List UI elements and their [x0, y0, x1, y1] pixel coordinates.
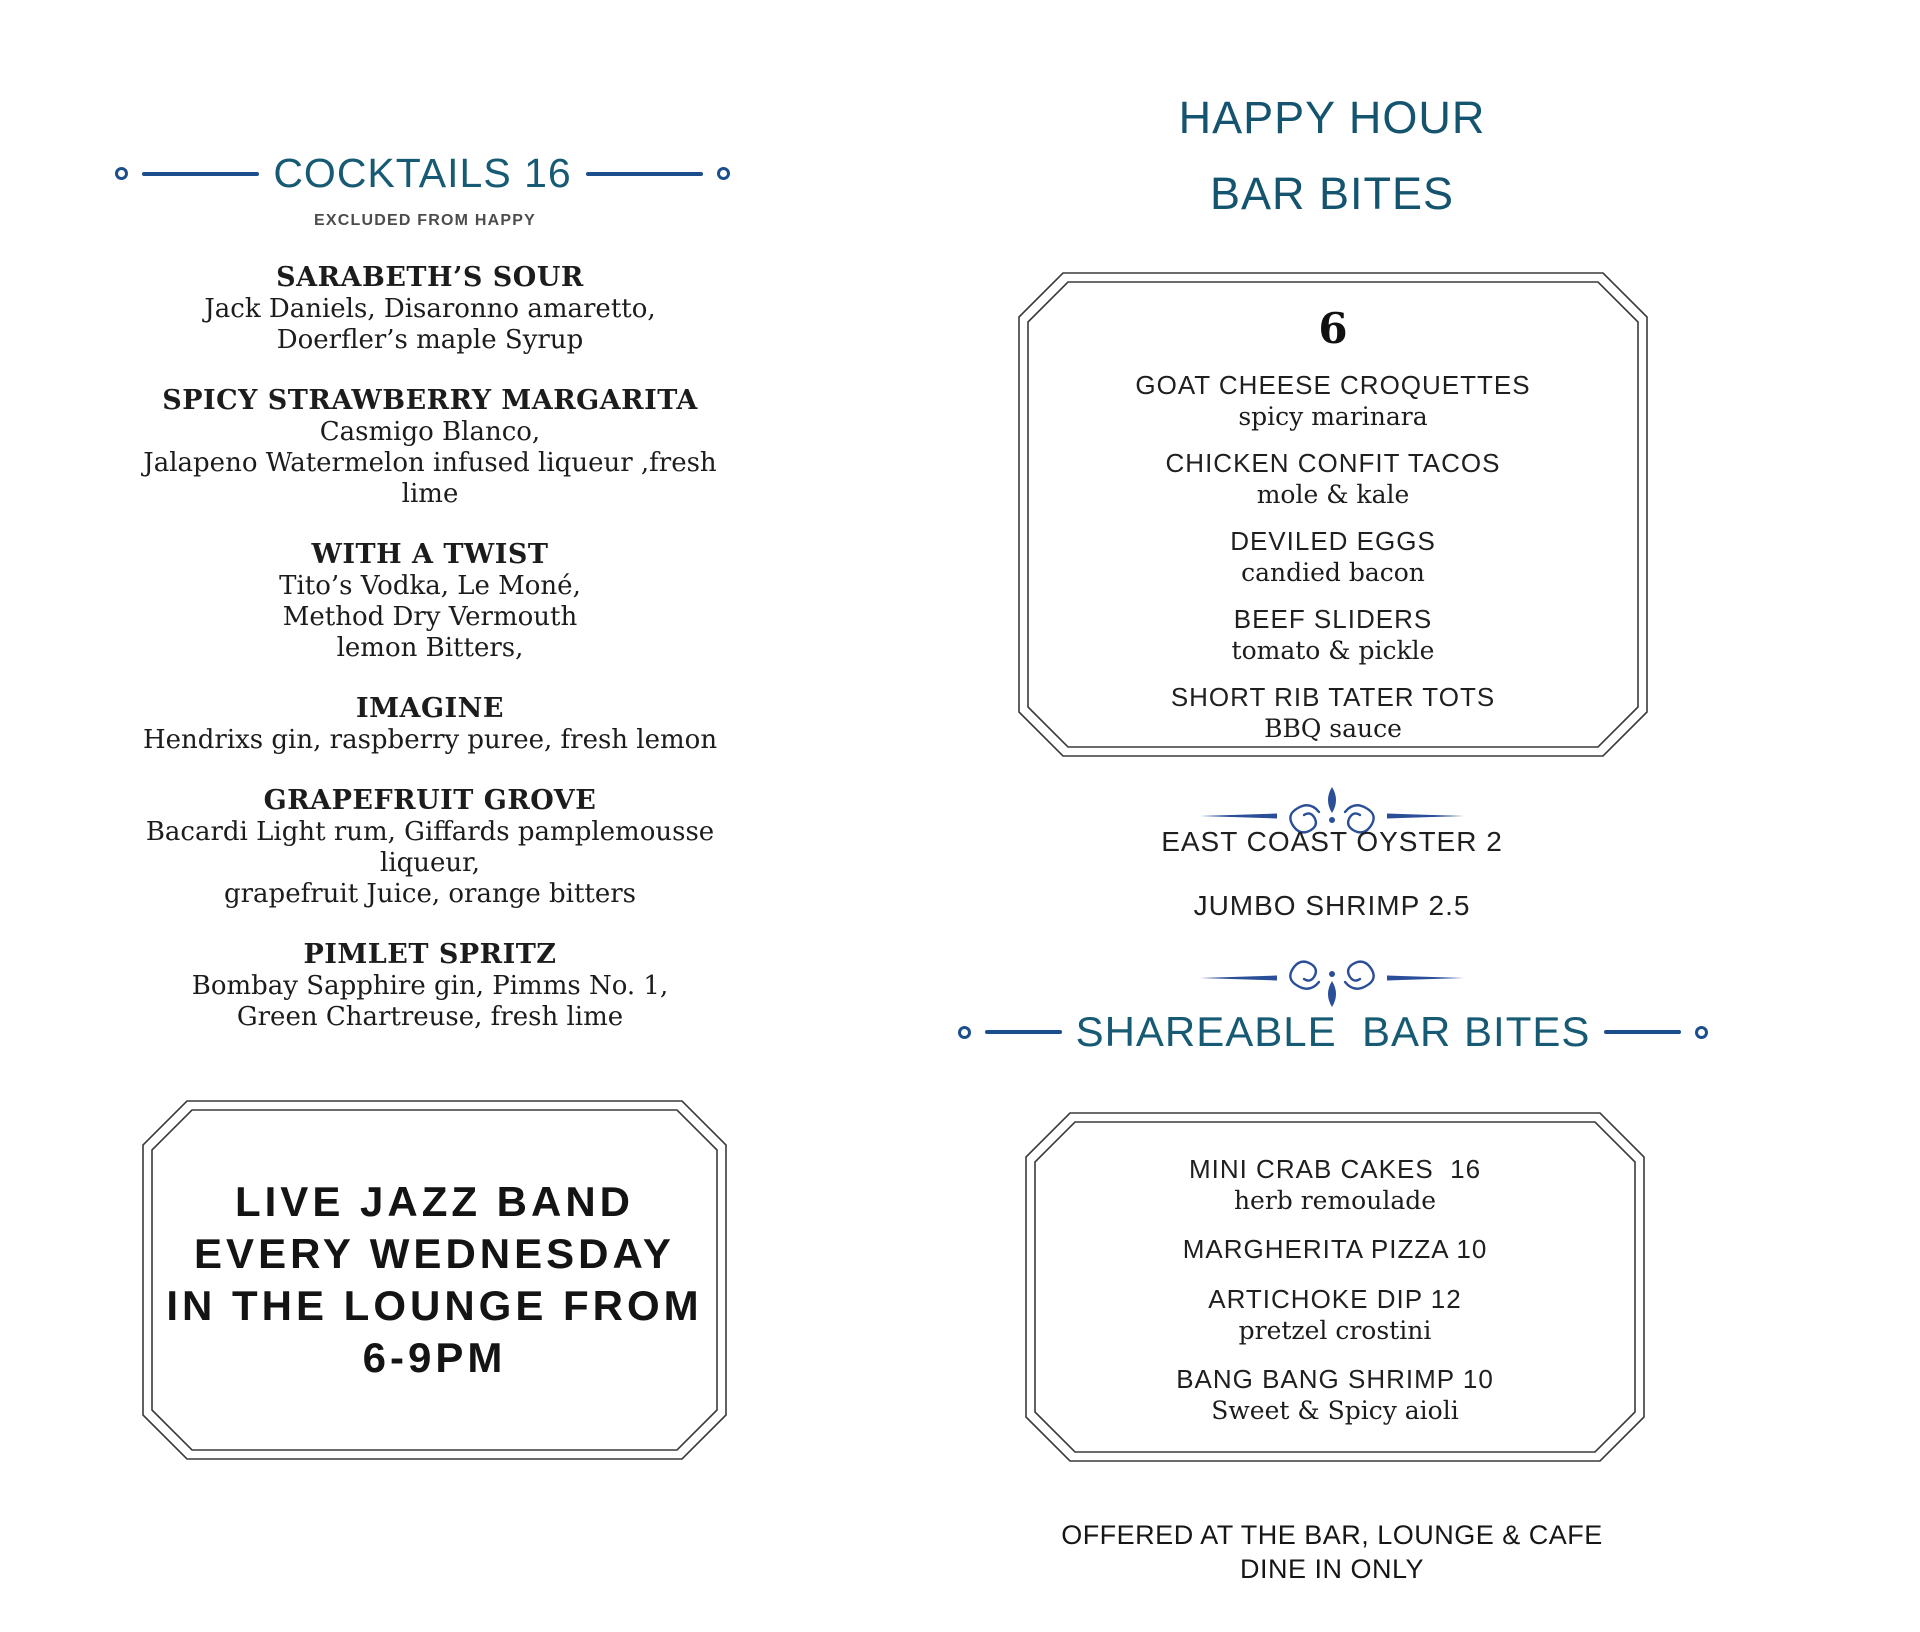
cocktail-name: SARABETH’S SOUR [276, 262, 584, 293]
cocktail-ingredients: Jack Daniels, Disaronno amaretto, [204, 294, 656, 324]
bite-desc: tomato & pickle [1231, 636, 1435, 665]
bite-name: MARGHERITA PIZZA 10 [1182, 1234, 1488, 1264]
cocktail-ingredients: lemon Bitters, [336, 633, 524, 663]
cocktail-ingredients: Method Dry Vermouth [282, 602, 578, 632]
list-item [105, 385, 755, 510]
bite-name: DEVILED EGGS [1230, 526, 1436, 556]
cocktail-list [105, 262, 755, 1062]
bite-desc: Sweet & Spicy aioli [1211, 1396, 1459, 1425]
cocktails-header [115, 150, 730, 197]
jazz-announcement-line: IN THE LOUNGE FROM [166, 1282, 703, 1329]
list-item [1232, 602, 1435, 666]
list-item [1176, 1362, 1494, 1426]
bite-name: BANG BANG SHRIMP 10 [1176, 1364, 1494, 1394]
list-item [1230, 524, 1436, 588]
scroll-ornament-icon [1182, 942, 1482, 1012]
happy-hour-title: HAPPY HOUR [1178, 92, 1486, 143]
shareable-title: SHAREABLE BAR BITES [1075, 1008, 1591, 1055]
bite-name: ARTICHOKE DIP 12 [1208, 1284, 1462, 1314]
cocktails-subtitle: EXCLUDED FROM HAPPY [314, 212, 536, 229]
jazz-announcement-line: LIVE JAZZ BAND [234, 1178, 634, 1225]
bite-desc: mole & kale [1256, 480, 1410, 509]
raw-bar-item: EAST COAST OYSTER 2 [1161, 826, 1503, 857]
bite-name: GOAT CHEESE CROQUETTES [1135, 370, 1531, 400]
cocktail-ingredients: liqueur, [380, 848, 480, 878]
cocktail-name: WITH A TWIST [311, 539, 549, 570]
cocktail-ingredients: lime [401, 479, 459, 509]
list-item [1208, 1282, 1461, 1346]
bite-name: SHORT RIB TATER TOTS [1170, 682, 1496, 712]
cocktail-ingredients: Green Chartreuse, fresh lime [236, 1002, 624, 1032]
footer-line: OFFERED AT THE BAR, LOUNGE & CAFE [1061, 1520, 1603, 1550]
cocktail-ingredients: Jalapeno Watermelon infused liqueur ,fresh [143, 448, 717, 478]
list-item [1166, 446, 1501, 510]
cocktail-name: IMAGINE [356, 693, 504, 724]
jazz-announcement-line: 6-9PM [362, 1334, 507, 1381]
happy-hour-box [1018, 272, 1648, 757]
cocktail-ingredients: Casmigo Blanco, [319, 417, 541, 447]
bite-desc: candied bacon [1241, 558, 1425, 587]
bar-bites-title: BAR BITES [1209, 168, 1455, 219]
cocktail-ingredients: Bacardi Light rum, Giffards pamplemousse [145, 817, 715, 847]
shareable-header [958, 1008, 1708, 1056]
rule-line [985, 1030, 1062, 1034]
bite-desc: BBQ sauce [1264, 714, 1402, 743]
list-item [1183, 1232, 1488, 1266]
bite-name: MINI CRAB CAKES 16 [1188, 1154, 1482, 1184]
bite-desc: spicy marinara [1238, 402, 1428, 431]
rule-end-circle-icon [958, 1026, 971, 1039]
rule-line [586, 172, 703, 176]
cocktail-name: PIMLET SPRITZ [303, 939, 557, 970]
rule-end-circle-icon [717, 167, 730, 180]
cocktails-title: COCKTAILS 16 [273, 150, 572, 196]
cocktail-name: SPICY STRAWBERRY MARGARITA [162, 385, 698, 416]
cocktail-name: GRAPEFRUIT GROVE [263, 785, 597, 816]
cocktail-ingredients: grapefruit Juice, orange bitters [223, 879, 637, 909]
cocktail-ingredients: Hendrixs gin, raspberry puree, fresh lemon [142, 725, 718, 755]
list-item [1171, 680, 1495, 744]
cocktail-ingredients: Doerfler’s maple Syrup [276, 325, 584, 355]
live-jazz-box [142, 1100, 727, 1460]
list-item [105, 693, 755, 756]
list-item [105, 785, 755, 910]
list-item [1135, 368, 1530, 432]
list-item [105, 939, 755, 1033]
bite-name: BEEF SLIDERS [1233, 604, 1433, 634]
bite-desc: pretzel crostini [1238, 1316, 1432, 1345]
footer-line: DINE IN ONLY [1239, 1554, 1425, 1584]
raw-bar-item: JUMBO SHRIMP 2.5 [1193, 890, 1471, 921]
shareable-box [1025, 1112, 1645, 1462]
footer-note [1032, 1518, 1632, 1586]
cocktail-ingredients: Bombay Sapphire gin, Pimms No. 1, [191, 971, 669, 1001]
rule-end-circle-icon [115, 167, 128, 180]
happy-hour-price: 6 [1318, 304, 1348, 353]
cocktail-ingredients: Tito’s Vodka, Le Moné, [279, 571, 581, 601]
list-item [105, 262, 755, 356]
rule-line [142, 172, 259, 176]
list-item [1189, 1152, 1481, 1216]
list-item [105, 539, 755, 664]
bite-desc: herb remoulade [1233, 1186, 1437, 1215]
rule-end-circle-icon [1695, 1026, 1708, 1039]
bite-name: CHICKEN CONFIT TACOS [1165, 448, 1501, 478]
jazz-announcement-line: EVERY WEDNESDAY [194, 1230, 675, 1277]
rule-line [1604, 1030, 1681, 1034]
